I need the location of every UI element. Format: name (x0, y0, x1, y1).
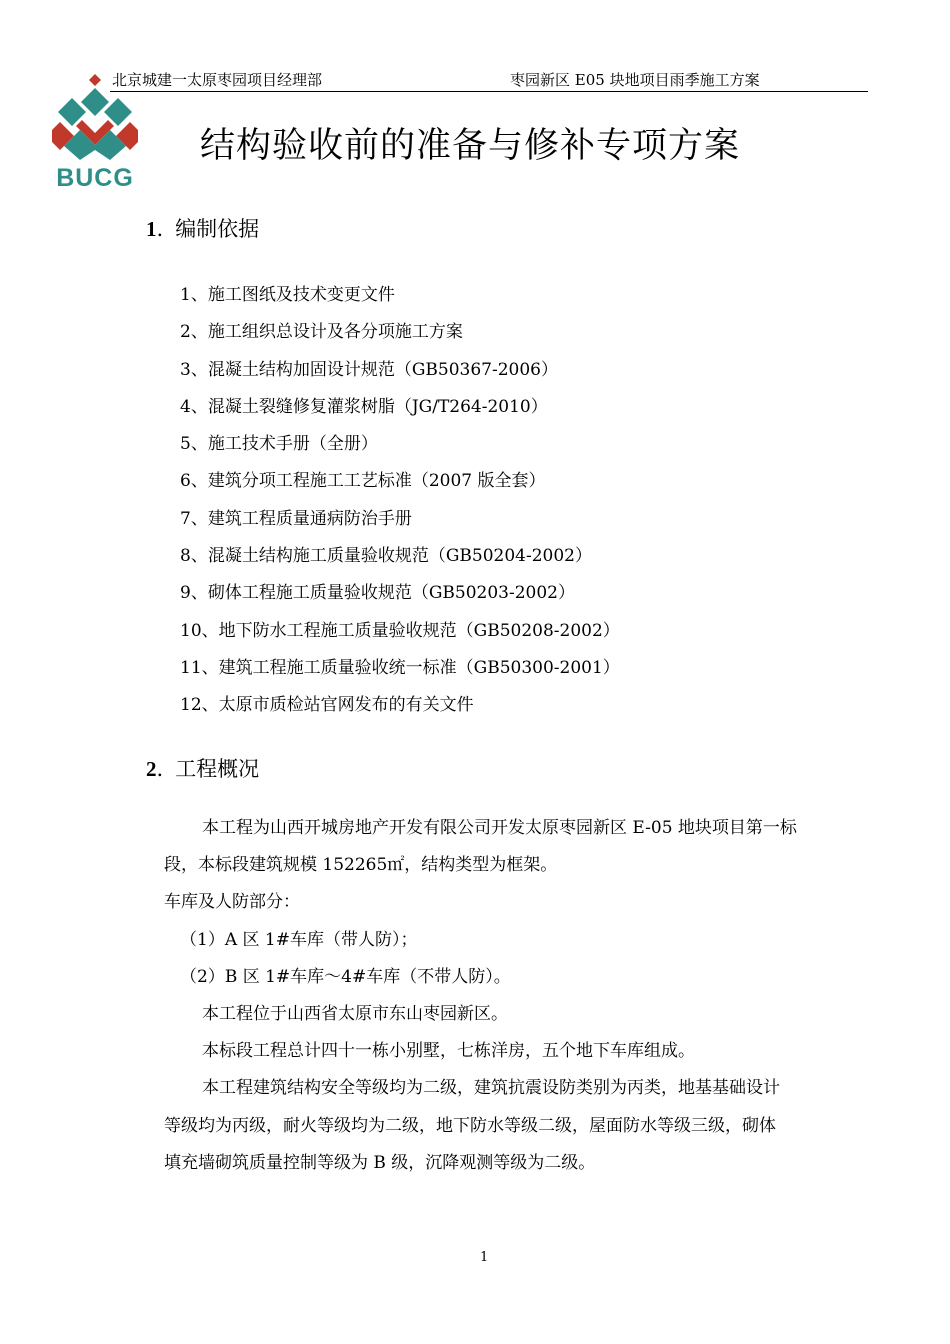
paragraph-line: 等级均为丙级，耐火等级均为二级，地下防水等级二级，屋面防水等级三级，砌体 (164, 1116, 776, 1136)
list-item: 6、建筑分项工程施工工艺标准（2007 版全套） (180, 471, 546, 492)
bucg-logo (52, 74, 138, 190)
list-item: 8、混凝土结构施工质量验收规范（GB50204-2002） (180, 546, 592, 567)
section-2-number: 2 (146, 757, 157, 781)
section-1-heading: 1. 编制依据 (146, 217, 260, 241)
paragraph-line: （2）B 区 1#车库～4#车库（不带人防）。 (180, 967, 511, 987)
list-item: 12、太原市质检站官网发布的有关文件 (180, 695, 474, 716)
section-1-number: 1 (146, 217, 157, 241)
list-item: 3、混凝土结构加固设计规范（GB50367-2006） (180, 359, 558, 380)
paragraph-line: （1）A 区 1#车库（带人防）； (180, 930, 418, 950)
page-number: 1 (480, 1250, 489, 1265)
section-2-title: 工程概况 (175, 757, 260, 781)
list-item: 1、施工图纸及技术变更文件 (180, 285, 395, 305)
list-item: 11、建筑工程施工质量验收统一标准（GB50300-2001） (180, 657, 620, 678)
paragraph-line: 本工程为山西开城房地产开发有限公司开发太原枣园新区 E-05 地块项目第一标 (202, 818, 797, 838)
list-item: 10、地下防水工程施工质量验收规范（GB50208-2002） (180, 620, 620, 641)
list-item: 2、施工组织总设计及各分项施工方案 (180, 322, 463, 343)
section-1-title: 编制依据 (175, 217, 260, 241)
bucg-logo-mark (52, 74, 138, 190)
list-item: 9、砌体工程施工质量验收规范（GB50203-2002） (180, 583, 575, 604)
header-divider (110, 91, 868, 92)
paragraph-line: 本工程位于山西省太原市东山枣园新区。 (202, 1004, 508, 1024)
header-left-text: 北京城建一太原枣园项目经理部 (112, 71, 323, 89)
paragraph-line: 段，本标段建筑规模 152265㎡，结构类型为框架。 (164, 855, 558, 875)
section-2-heading: 2. 工程概况 (146, 757, 260, 781)
paragraph-line: 本标段工程总计四十一栋小别墅，七栋洋房，五个地下车库组成。 (202, 1041, 695, 1061)
paragraph-line: 填充墙砌筑质量控制等级为 B 级，沉降观测等级为二级。 (164, 1153, 596, 1173)
list-item: 5、施工技术手册（全册） (180, 434, 378, 455)
paragraph-line: 本工程建筑结构安全等级均为二级，建筑抗震设防类别为丙类，地基基础设计 (202, 1078, 780, 1098)
logo-text: BUCG (56, 164, 134, 190)
reference-list (180, 281, 620, 729)
document-title: 结构验收前的准备与修补专项方案 (200, 126, 741, 166)
paragraph-line: 车库及人防部分： (164, 892, 300, 912)
header-right-text: 枣园新区 E05 块地项目雨季施工方案 (510, 71, 760, 89)
list-item: 4、混凝土裂缝修复灌浆树脂（JG/T264-2010） (180, 396, 548, 417)
list-item: 7、建筑工程质量通病防治手册 (180, 508, 412, 529)
